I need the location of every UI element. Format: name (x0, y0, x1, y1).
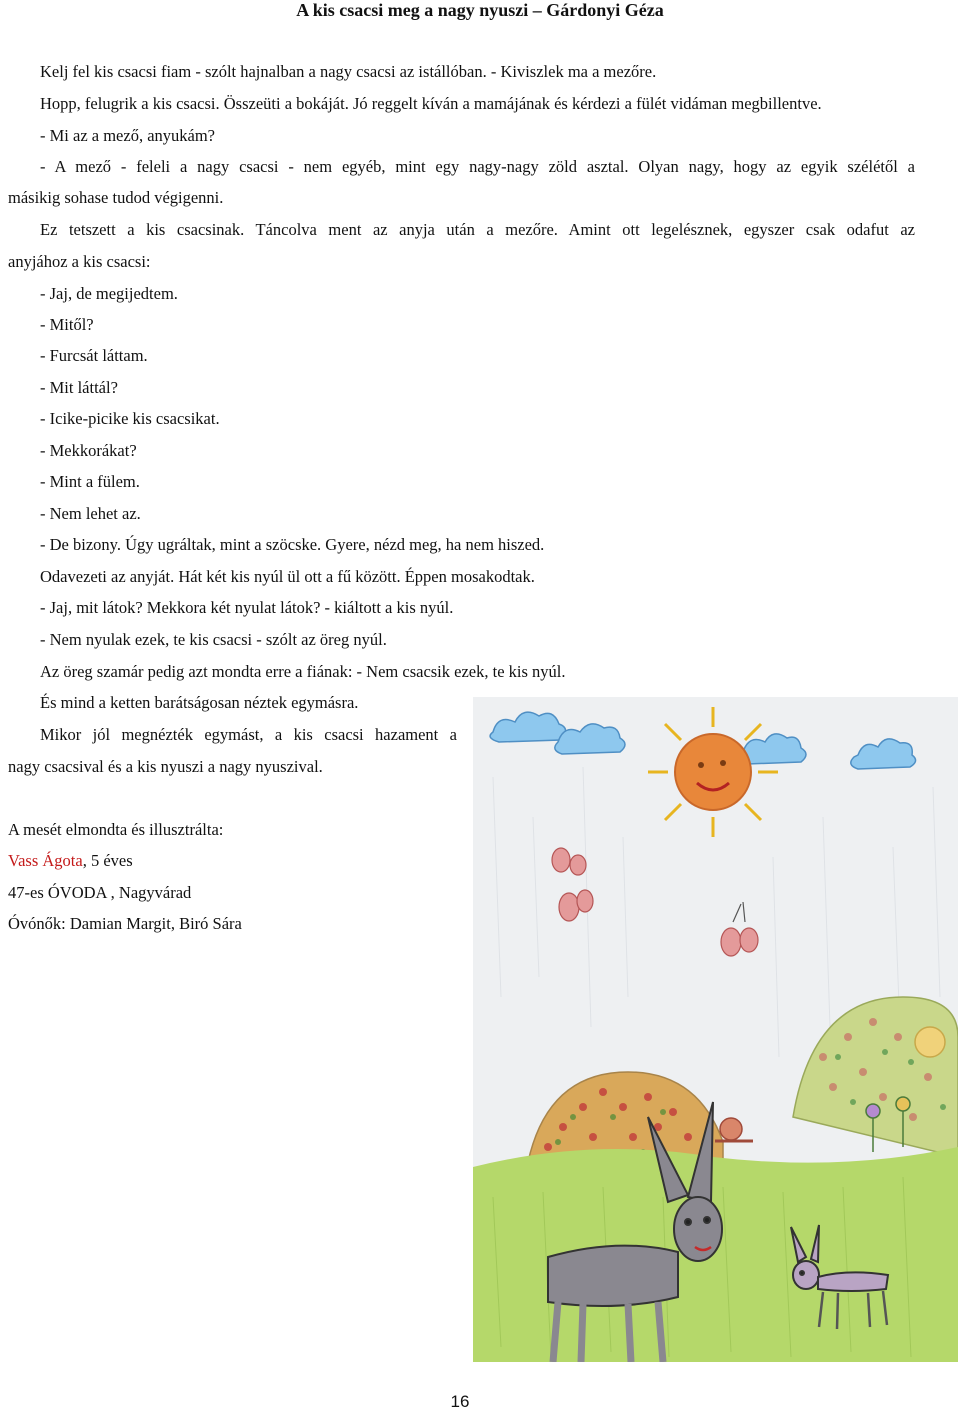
dialogue-line: - Mekkorákat? (40, 441, 137, 460)
illustration-drawing (473, 697, 958, 1362)
dialogue-line: - Nem nyulak ezek, te kis csacsi - szólt az öreg nyúl. (40, 630, 387, 649)
dialogue-line: Odavezeti az anyját. Hát két kis nyúl ül ott a fű között. Éppen mosakodtak. (40, 567, 535, 586)
story-line: Hopp, felugrik a kis csacsi. Összeüti a bokáját. Jó reggelt kíván a mamájának és kérdezi a fülét vidáman megbillentve. (40, 94, 822, 113)
credits-teachers: Óvónők: Damian Margit, Biró Sára (8, 914, 242, 933)
dialogue-line: Az öreg szamár pedig azt mondta erre a fiának: - Nem csacsik ezek, te kis nyúl. (40, 662, 566, 681)
story-line: nagy csacsival és a kis nyuszi a nagy nyuszival. (8, 757, 323, 776)
sun-icon (648, 707, 778, 837)
dialogue-line: - Mint a fülem. (40, 472, 140, 491)
page-number: 16 (450, 1392, 470, 1411)
dialogue-line: - De bizony. Úgy ugráltak, mint a szöcske. Gyere, nézd meg, ha nem hiszed. (40, 535, 545, 554)
story-line: Kelj fel kis csacsi fiam - szólt hajnalban a nagy csacsi az istállóban. - Kiviszlek ma a mezőre. (40, 62, 657, 81)
story-line: - Mi az a mező, anyukám? (40, 126, 216, 145)
dialogue-line: - Jaj, de megijedtem. (40, 284, 178, 303)
author-age: , 5 éves (82, 851, 133, 870)
dialogue-line: - Mitől? (40, 315, 94, 334)
dialogue-line: - Furcsát láttam. (40, 346, 148, 365)
dialogue-line: - Nem lehet az. (40, 504, 141, 523)
small-sun-icon (915, 1027, 945, 1057)
story-line: - A mező - feleli a nagy csacsi - nem egyéb, mint egy nagy-nagy zöld asztal. Olyan nagy, hogy az egyik szélétől a (40, 157, 915, 176)
story-line: másikig sohase tudod végigenni. (8, 188, 224, 207)
dialogue-line: - Jaj, mit látok? Mekkora két nyulat látok? - kiáltott a kis nyúl. (40, 598, 454, 617)
credits-author (8, 851, 133, 871)
author-name: Vass Ágota (8, 851, 83, 870)
page-title: A kis csacsi meg a nagy nyuszi – Gárdonyi Géza (296, 0, 664, 20)
story-line: Ez tetszett a kis csacsinak. Táncolva ment az anyja után a mezőre. Amint ott legelésznek, egyszer csak odafut az (40, 220, 915, 239)
credits-intro: A mesét elmondta és illusztrálta: (8, 820, 224, 839)
dialogue-line: - Mit láttál? (40, 378, 118, 397)
dialogue-line: - Icike-picike kis csacsikat. (40, 409, 220, 428)
story-line: Mikor jól megnézték egymást, a kis csacsi hazament a (40, 725, 457, 744)
credits-school: 47-es ÓVODA , Nagyvárad (8, 883, 192, 902)
story-line: anyjához a kis csacsi: (8, 252, 151, 271)
dialogue-line: És mind a ketten barátságosan néztek egymásra. (40, 693, 359, 712)
